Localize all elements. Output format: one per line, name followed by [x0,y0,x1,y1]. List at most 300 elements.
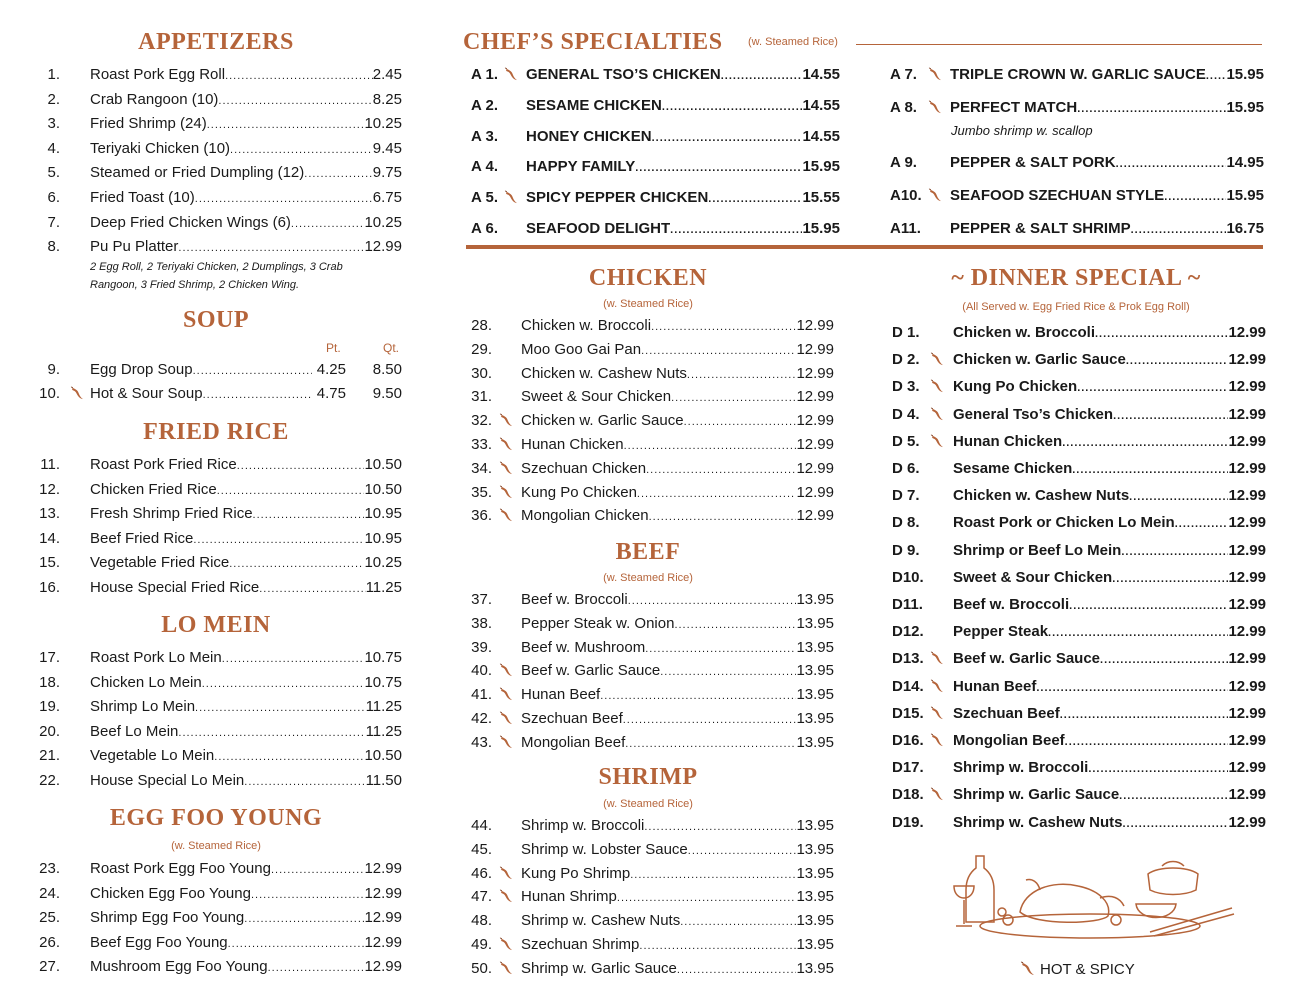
chili-pepper-icon [497,484,517,501]
menu-item [892,650,1266,667]
menu-item [26,698,402,715]
fried-rice-heading: FRIED RICE [143,419,289,445]
item-name: Shrimp w. Cashew Nuts [521,912,681,930]
item-number: 21. [39,747,60,765]
dot-leader [639,936,796,953]
dot-leader [646,460,796,477]
dot-leader [651,317,796,334]
menu-item [26,674,402,691]
appetizers-heading: APPETIZERS [138,29,294,55]
shrimp-subtitle: (w. Steamed Rice) [603,798,693,810]
shrimp-heading: SHRIMP [598,764,698,790]
pepper-slot [928,759,948,776]
dot-leader [674,615,796,632]
item-price: 12.99 [1228,378,1266,396]
dot-leader [178,723,365,740]
dot-leader [1119,786,1228,803]
item-number: 14. [39,529,60,547]
dot-leader [237,456,365,473]
menu-item [466,960,834,977]
dot-leader [635,158,802,175]
item-name: Szechuan Chicken [521,459,647,477]
item-price: 2.45 [372,66,402,83]
item-price: 14.55 [802,96,840,114]
item-price: 14.55 [802,127,840,145]
item-price: 13.95 [796,959,834,977]
item-name: Shrimp Egg Foo Young [90,909,245,927]
menu-item [466,388,834,405]
left-column [0,0,440,1008]
dot-leader [677,960,797,977]
hot-and-spicy-legend-icon [1020,961,1036,977]
item-number: 34. [471,459,492,477]
pepper-slot [926,220,946,237]
item-number: D13. [892,650,924,668]
item-price: 12.99 [796,412,834,430]
pepper-slot [68,860,88,877]
item-name: Shrimp w. Broccoli [521,817,645,834]
item-number: 19. [39,698,60,716]
dot-leader [228,934,365,951]
menu-item [26,885,402,902]
dot-leader [1060,705,1229,722]
item-price: 12.99 [796,507,834,525]
dot-leader [207,115,365,132]
menu-item [26,860,402,877]
dot-leader [202,674,365,691]
item-name: Vegetable Lo Mein [90,747,215,765]
item-price: 13.95 [796,936,834,953]
menu-item [892,814,1266,831]
pepper-slot [68,164,88,181]
dot-leader [271,860,364,877]
item-price: 11.25 [365,698,402,716]
item-number: D 5. [892,432,920,450]
menu-item [26,115,402,132]
pepper-slot [68,649,88,666]
item-name: Shrimp w. Broccoli [953,759,1089,777]
pepper-slot [928,487,948,504]
menu-item [890,99,1264,116]
item-number: 30. [471,364,492,382]
chili-pepper-icon [497,865,517,882]
menu-item [26,747,402,764]
item-number: 29. [471,340,492,358]
menu-item [466,412,834,429]
menu-item [892,786,1266,803]
item-price: 9.75 [372,164,402,182]
item-number: D 8. [892,514,920,532]
pepper-slot [68,698,88,715]
item-price: 12.99 [796,364,834,382]
item-name: Pu Pu Platter [90,238,179,256]
item-price: 15.55 [802,189,840,207]
item-number: D 1. [892,324,920,341]
item-price: 12.99 [796,459,834,477]
dot-leader [244,909,364,926]
item-price: 13.95 [796,614,834,632]
item-name: Beef w. Garlic Sauce [953,650,1101,668]
item-price-quart: 9.50 [372,385,402,402]
chili-pepper-icon [928,786,948,803]
pepper-slot [68,481,88,498]
item-name: Beef w. Broccoli [953,596,1070,613]
chili-pepper-icon [497,960,517,977]
item-name: Shrimp Lo Mein [90,698,196,716]
item-name: General Tso’s Chicken [953,405,1114,423]
item-name: Deep Fried Chicken Wings (6) [90,213,291,231]
menu-item [466,484,834,501]
item-name: Mongolian Beef [521,733,626,751]
item-price: 11.25 [365,722,402,740]
menu-item [466,66,840,83]
chili-pepper-icon [497,734,517,751]
menu-item [466,436,834,453]
pepper-slot [502,97,522,114]
dot-leader [222,649,365,666]
menu-item [892,324,1266,341]
dot-leader [1206,66,1227,83]
item-price: 12.99 [1228,650,1266,668]
item-name: Moo Goo Gai Pan [521,340,642,358]
item-number: 17. [39,649,60,666]
item-price: 12.99 [1228,460,1266,477]
pepper-slot [68,115,88,132]
pepper-slot [68,747,88,764]
dinner-special-subtitle: (All Served w. Egg Fried Rice & Prok Egg Roll) [962,301,1190,313]
menu-item [892,487,1266,504]
dot-leader [1131,220,1227,237]
item-name: Szechuan Beef [521,710,623,727]
pepper-slot [502,220,522,237]
item-name: Chicken w. Garlic Sauce [521,412,684,430]
item-number: D 9. [892,541,920,559]
dot-leader [630,865,796,882]
item-number: A 6. [471,220,498,237]
item-name: Mongolian Chicken [521,507,649,525]
pepper-slot [497,317,517,334]
item-price: 12.99 [1228,405,1266,423]
menu-item [26,909,402,926]
item-price: 13.95 [796,686,834,704]
item-name: Szechuan Beef [953,704,1060,722]
chili-pepper-icon [497,436,517,453]
item-name: Mongolian Beef [953,732,1065,749]
pupu-platter-note-line2: Rangoon, 3 Fried Shrimp, 2 Chicken Wing. [90,279,299,291]
item-name: Roast Pork or Chicken Lo Mein [953,514,1175,532]
dot-leader [1100,650,1228,667]
item-name: Roast Pork Egg Foo Young [90,860,271,877]
dot-leader [268,958,365,975]
pepper-slot [68,554,88,571]
item-number: D 7. [892,487,920,505]
item-price: 12.99 [1228,623,1266,641]
item-number: 27. [39,958,60,976]
item-number: 18. [39,673,60,691]
menu-item [892,705,1266,722]
item-price: 10.50 [364,480,402,498]
item-name: PEPPER & SALT PORK [950,154,1116,171]
menu-item [466,841,834,858]
item-number: 9. [47,361,60,378]
chili-pepper-icon [497,936,517,953]
pepper-slot [502,158,522,175]
item-price: 12.99 [1228,514,1266,532]
item-number: 33. [471,436,492,453]
item-name: Mushroom Egg Foo Young [90,958,268,976]
pepper-slot [68,909,88,926]
chili-pepper-icon [497,412,517,429]
dinner-special-heading: ~ DINNER SPECIAL ~ [951,265,1201,291]
item-price: 15.95 [802,220,840,237]
pepper-slot [928,814,948,831]
dot-leader [721,66,803,83]
menu-item [892,460,1266,477]
pepper-slot [497,388,517,405]
pepper-slot [928,324,948,341]
dot-leader [688,841,797,858]
pepper-slot [497,912,517,929]
menu-item [26,649,402,666]
item-price: 10.75 [364,649,402,666]
pepper-slot [928,542,948,559]
item-number: 3. [47,115,60,133]
dot-leader [670,220,802,237]
dot-leader [1048,623,1228,640]
chili-pepper-icon [928,378,948,395]
item-name: Sweet & Sour Chicken [521,388,672,406]
menu-item [892,351,1266,368]
item-name: Sesame Chicken [953,460,1073,477]
pepper-slot [68,723,88,740]
dot-leader [628,591,797,608]
item-name: Chicken w. Cashew Nuts [521,364,687,382]
dot-leader [259,579,365,596]
item-name: Beef Fried Rice [90,529,194,547]
pepper-slot [928,596,948,613]
item-number: 50. [471,959,492,977]
item-name: Hunan Chicken [953,432,1063,450]
pepper-slot [68,885,88,902]
menu-item [26,481,402,498]
item-name: Roast Pork Fried Rice [90,456,237,473]
menu-item [466,97,840,114]
item-name: Beef w. Garlic Sauce [521,662,661,680]
item-price: 9.45 [372,139,402,157]
dot-leader [662,97,803,114]
menu-item [26,772,402,789]
menu-item [466,662,834,679]
item-number: 40. [471,662,492,680]
item-number: 24. [39,884,60,902]
item-name: Chicken w. Garlic Sauce [953,351,1126,369]
item-price: 12.99 [796,483,834,501]
menu-item [466,158,840,175]
dot-leader [178,238,364,255]
item-name: Shrimp w. Garlic Sauce [521,959,677,977]
item-number: A 8. [890,99,917,116]
item-number: D 4. [892,405,920,423]
item-number: A 4. [471,158,498,176]
dot-leader [649,507,797,524]
item-price: 12.99 [796,388,834,406]
item-price: 12.99 [1228,677,1266,695]
pepper-slot [926,154,946,171]
chili-pepper-icon [926,187,946,204]
item-price: 13.95 [796,912,834,930]
item-price: 12.99 [1228,568,1266,586]
item-number: D17. [892,759,924,777]
menu-item [890,220,1264,237]
dot-leader [1112,569,1228,586]
pepper-slot [928,460,948,477]
chili-pepper-icon [928,406,948,423]
item-name: Sweet & Sour Chicken [953,568,1113,586]
menu-item [892,732,1266,749]
dot-leader [253,505,365,522]
item-number: A 9. [890,154,917,171]
menu-item [466,341,834,358]
pepper-slot [68,530,88,547]
item-price: 15.95 [1226,99,1264,116]
dot-leader [251,885,364,902]
dot-leader [1122,814,1228,831]
chili-pepper-icon [926,99,946,116]
pepper-slot [68,934,88,951]
chili-pepper-icon [497,507,517,524]
item-number: 49. [471,936,492,953]
item-name: Shrimp w. Garlic Sauce [953,786,1120,804]
item-number: 48. [471,912,492,930]
chili-pepper-icon [928,351,948,368]
item-number: 11. [40,456,60,473]
item-name: Beef Egg Foo Young [90,933,228,951]
menu-item [466,734,834,751]
item-number: 8. [47,238,60,256]
menu-item [26,164,402,181]
chili-pepper-icon [497,686,517,703]
pepper-slot [68,189,88,206]
item-number: D10. [892,568,924,586]
item-name: Hunan Beef [953,677,1037,695]
item-name: Shrimp w. Cashew Nuts [953,813,1123,831]
dot-leader [193,530,364,547]
chili-pepper-icon [928,705,948,722]
item-price-quart: 8.50 [372,361,402,378]
item-name: Roast Pork Lo Mein [90,649,222,666]
pepper-slot [497,841,517,858]
dot-leader [1116,154,1227,171]
item-price: 12.99 [1228,759,1266,777]
item-number: D11. [892,596,923,613]
menu-item [466,189,840,206]
item-name: Hunan Shrimp [521,888,617,906]
hot-and-spicy-legend-label: HOT & SPICY [1040,961,1135,978]
menu-item [26,189,402,206]
item-number: A10. [890,187,922,204]
dot-leader [230,140,373,157]
dot-leader [291,214,365,231]
item-name: Pepper Steak w. Onion [521,614,675,632]
dot-leader [1069,596,1228,613]
dot-leader [637,484,797,501]
item-price: 10.25 [364,554,402,572]
item-name: SPICY PEPPER CHICKEN [526,189,709,207]
dot-leader [644,817,796,834]
menu-item [26,505,402,522]
dot-leader [1113,406,1228,423]
item-number: 20. [39,722,60,740]
item-name: Kung Po Chicken [521,483,637,501]
item-number: D19. [892,813,924,831]
dot-leader [193,361,312,378]
item-name: SESAME CHICKEN [526,96,662,114]
item-number: 45. [471,840,492,858]
item-name: Kung Po Shrimp [521,864,631,882]
menu-item [466,507,834,524]
item-number: A11. [890,220,921,237]
menu-item [466,460,834,477]
dot-leader [1036,678,1228,695]
item-price: 10.95 [364,529,402,547]
item-number: 4. [47,139,60,157]
item-price: 13.95 [796,888,834,906]
item-name: GENERAL TSO’S CHICKEN [526,66,721,83]
dot-leader [225,66,373,83]
item-number: 36. [471,507,492,525]
menu-item [26,214,402,231]
beef-subtitle: (w. Steamed Rice) [603,572,693,584]
item-price: 12.99 [1228,432,1266,450]
item-name: Shrimp w. Lobster Sauce [521,840,688,858]
menu-item [26,530,402,547]
item-price: 10.95 [364,505,402,523]
menu-item [892,759,1266,776]
menu-item [466,365,834,382]
dot-leader [600,686,796,703]
menu-item [26,91,402,108]
soup-qt-label: Qt. [383,341,400,355]
item-price: 11.50 [365,772,402,789]
item-price: 12.99 [364,909,402,927]
item-number: D 6. [892,460,920,477]
pepper-slot [68,140,88,157]
menu-item [26,723,402,740]
item-number: 28. [471,317,492,334]
item-price: 14.55 [802,66,840,83]
item-name: Fried Shrimp (24) [90,115,207,133]
dot-leader [1175,514,1229,531]
item-price: 13.95 [796,662,834,680]
item-name: Beef w. Mushroom [521,638,646,656]
pepper-slot [68,238,88,255]
chili-pepper-icon [928,650,948,667]
item-number: 31. [471,388,492,406]
menu-item [466,912,834,929]
menu-item [890,187,1264,204]
item-number: D14. [892,677,924,695]
item-price: 13.95 [796,864,834,882]
menu-item [466,128,840,145]
item-name: Vegetable Fried Rice [90,554,230,572]
item-number: D 3. [892,378,920,396]
item-name: Roast Pork Egg Roll [90,66,226,83]
item-price: 13.95 [796,710,834,727]
pepper-slot [68,456,88,473]
pepper-slot [497,591,517,608]
menu-item [26,361,402,378]
item-name: Hunan Chicken [521,436,624,453]
